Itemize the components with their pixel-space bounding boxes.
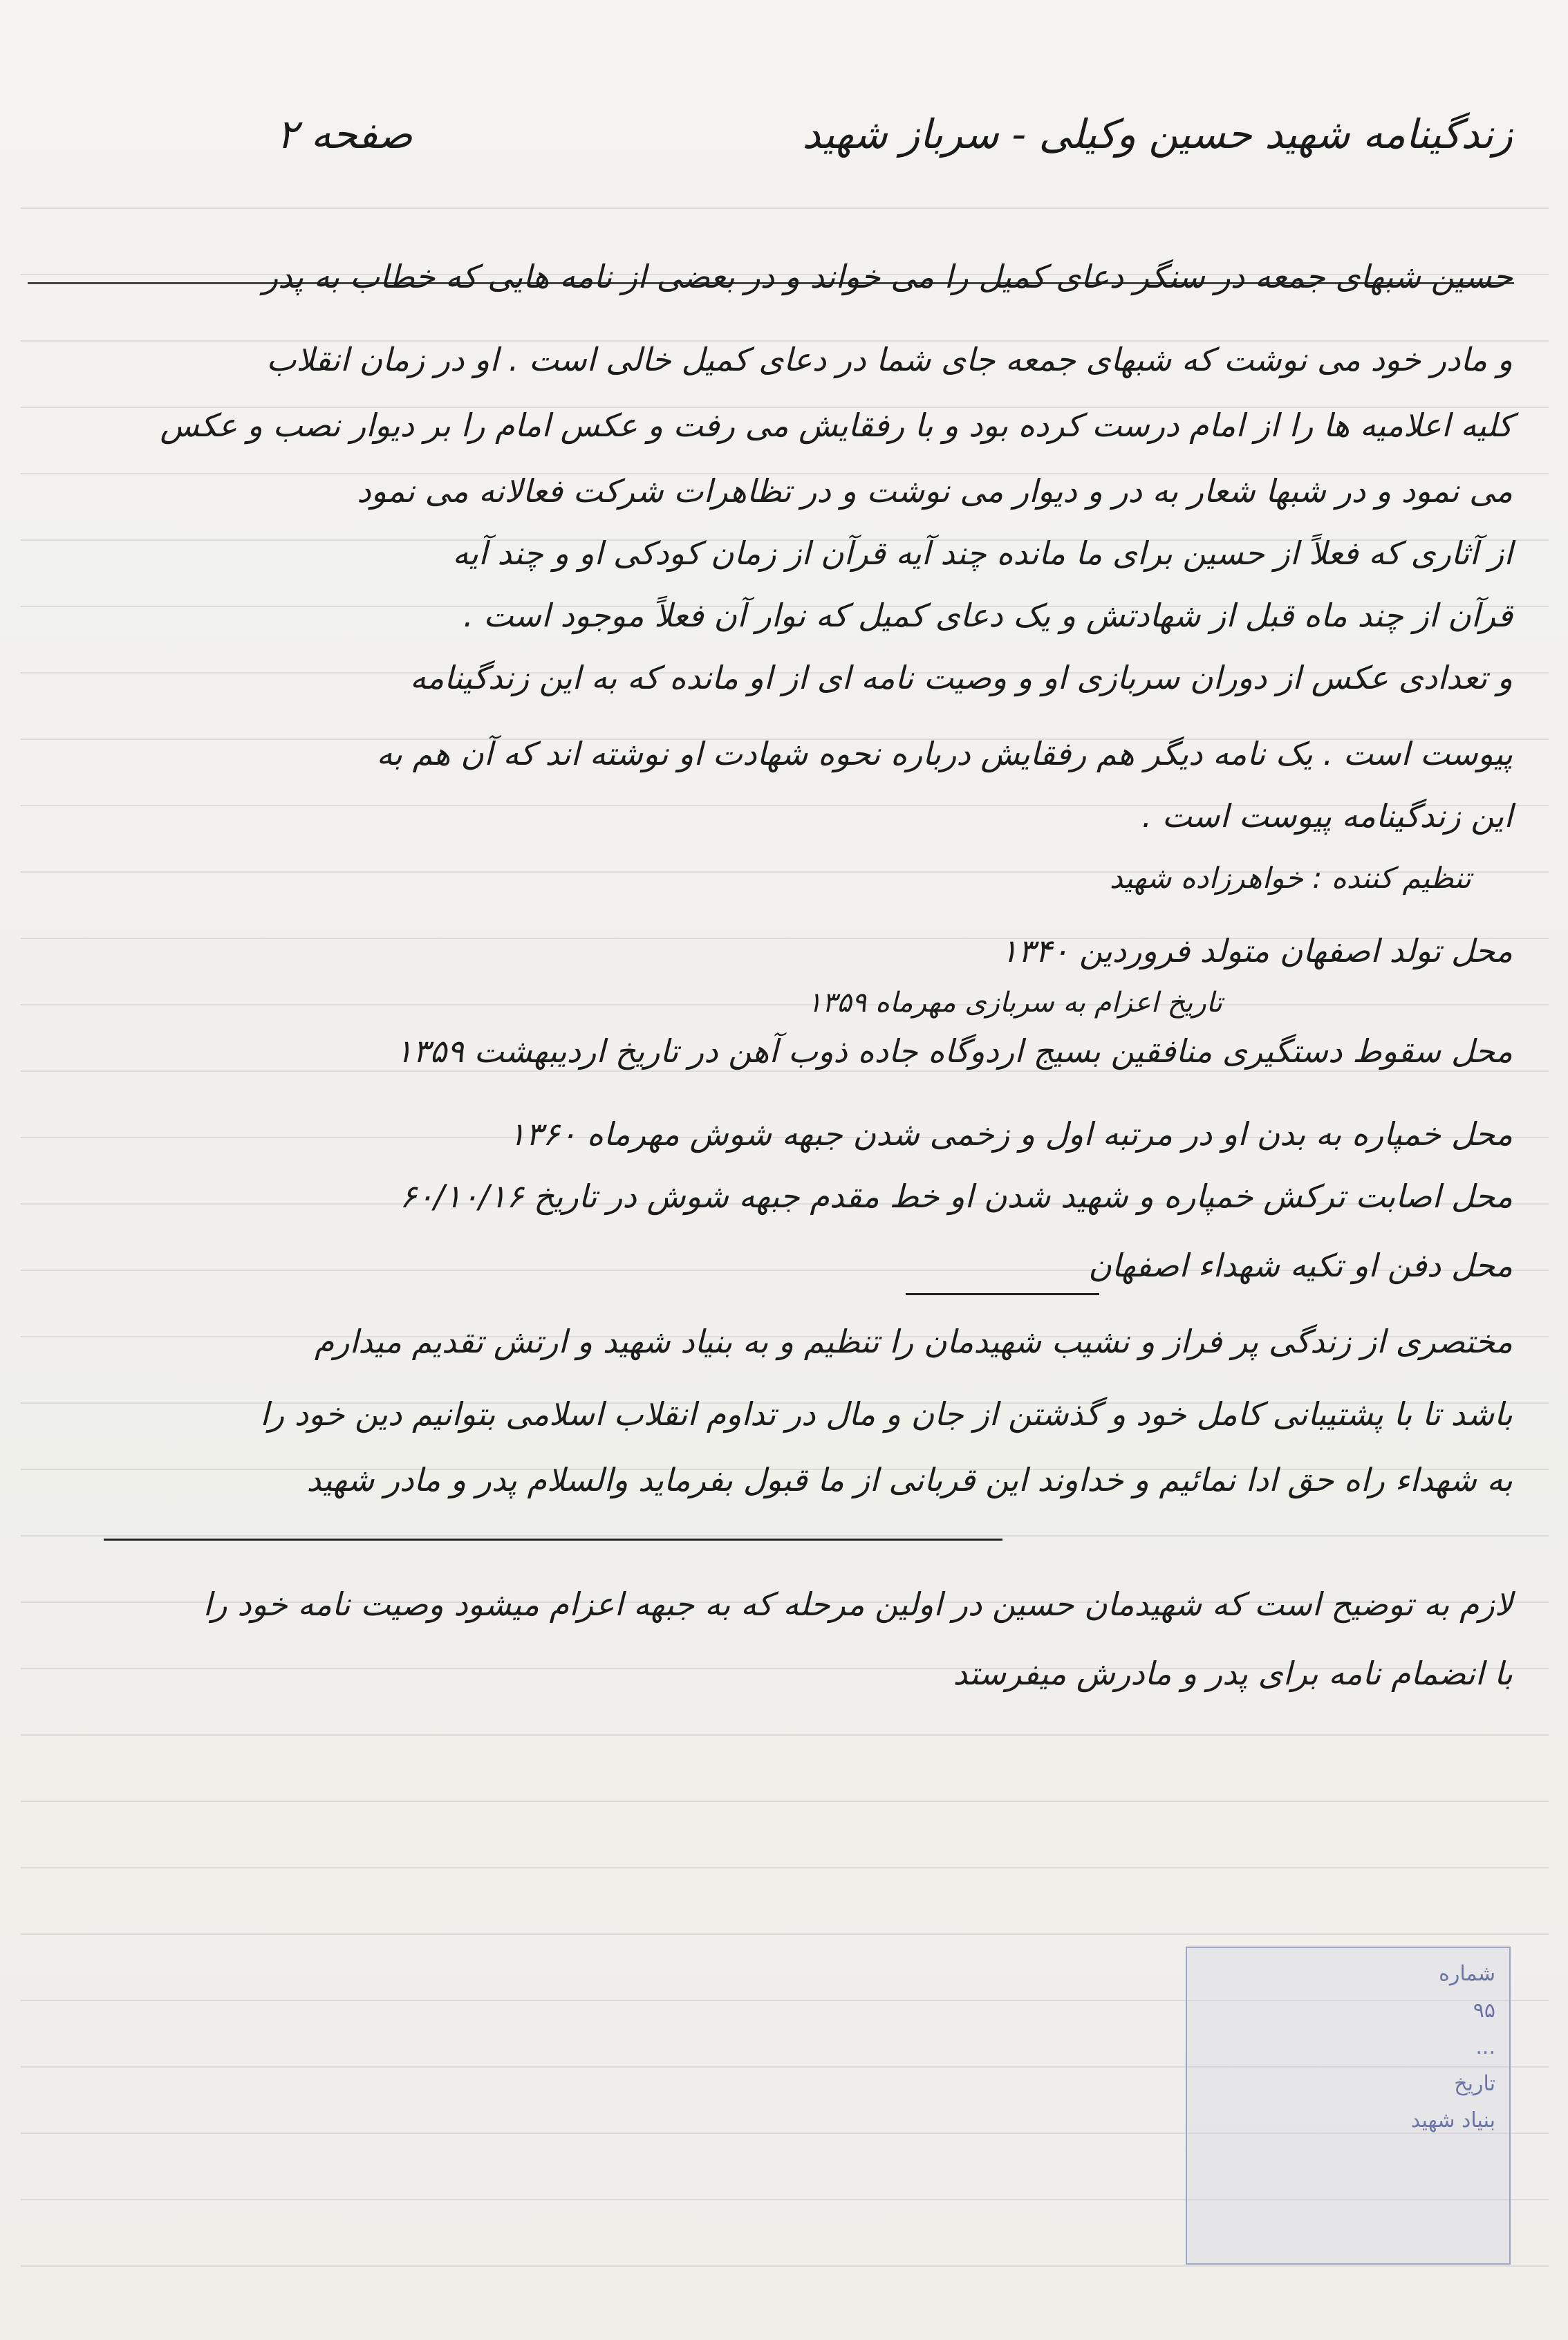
detail-line: محل سقوط دستگیری منافقین بسیج اردوگاه جاده ذوب آهن در تاریخ اردیبهشت ۱۳۵۹ (395, 1032, 1513, 1070)
detail-line: تاریخ اعزام به سربازی مهرماه ۱۳۵۹ (807, 987, 1222, 1019)
paragraph-line: می نمود و در شبها شعار به در و دیوار می نوشت و در تظاهرات شرکت فعالانه می نمود (357, 472, 1513, 510)
stamp-line: ... (1475, 2035, 1495, 2059)
paragraph-line: و مادر خود می نوشت که شبهای جمعه جای شما در دعای کمیل خالی است . او در زمان انقلاب (266, 341, 1513, 378)
detail-line: محل خمپاره به بدن او در مرتبه اول و زخمی شدن جبهه شوش مهرماه ۱۳۶۰ (508, 1115, 1513, 1153)
paragraph-line: از آثاری که فعلاً از حسین برای ما مانده چند آیه قرآن از زمان کودکی او و چند آیه (452, 535, 1513, 572)
closing-line: باشد تا با پشتیبانی کامل خود و گذشتن از جان و مال در تداوم انقلاب اسلامی بتوانیم دین خود را (260, 1395, 1513, 1433)
paragraph-line: و تعدادی عکس از دوران سربازی او و وصیت نامه ای از او مانده که به این زندگینامه (409, 659, 1513, 696)
stamp-line: تاریخ (1454, 2072, 1495, 2096)
ruled-line (21, 207, 1549, 209)
note-line: لازم به توضیح است که شهیدمان حسین در اولین مرحله که به جبهه اعزام میشود وصیت نامه خود را (203, 1586, 1513, 1623)
document-title: زندگینامه شهید حسین وکیلی - سرباز شهید (802, 111, 1513, 158)
stamp-line: ۹۵ (1473, 1998, 1495, 2023)
page-number: صفحه ۲ (277, 111, 413, 158)
paragraph-line: حسین شبهای جمعه در سنگر دعای کمیل را می خواند و در بعضی از نامه هایی که خطاب به پدر (262, 258, 1513, 295)
detail-line: محل اصابت ترکش خمپاره و شهید شدن او خط مقدم جبهه شوش در تاریخ ۶۰/۱۰/۱۶ (400, 1178, 1513, 1215)
paragraph-line: کلیه اعلامیه ها را از امام درست کرده بود و با رفقایش می رفت و عکس امام را بر دیوار نصب و عکس (160, 407, 1513, 444)
closing-line: به شهداء راه حق ادا نمائیم و خداوند این قربانی از ما قبول بفرماید والسلام پدر و مادر شهید (306, 1461, 1513, 1498)
closing-line: مختصری از زندگی پر فراز و نشیب شهیدمان را تنظیم و به بنیاد شهید و ارتش تقدیم میدارم (314, 1323, 1513, 1360)
ruled-line (21, 1867, 1549, 1868)
paragraph-line: قرآن از چند ماه قبل از شهادتش و یک دعای کمیل که نوار آن فعلاً موجود است . (463, 597, 1513, 634)
stamp-line: شماره (1439, 1962, 1495, 1986)
paragraph-line: پیوست است . یک نامه دیگر هم رفقایش درباره نحوه شهادت او نوشته اند که آن هم به (376, 735, 1513, 772)
ruled-line (21, 2265, 1549, 2267)
underline (906, 1293, 1099, 1295)
ruled-line (21, 1535, 1549, 1536)
note-line: با انضمام نامه برای پدر و مادرش میفرستد (953, 1655, 1513, 1692)
detail-line: محل دفن او تکیه شهداء اصفهان (1088, 1247, 1513, 1284)
detail-line: محل تولد اصفهان متولد فروردین ۱۳۴۰ (1000, 932, 1513, 969)
organizer-line: تنظیم کننده : خواهرزاده شهید (1110, 861, 1471, 895)
stamp-line: بنیاد شهید (1410, 2108, 1495, 2133)
office-stamp (1186, 1947, 1511, 2265)
ruled-line (21, 1004, 1549, 1005)
ruled-line (21, 1933, 1549, 1935)
ruled-line (21, 1734, 1549, 1736)
paragraph-line: این زندگینامه پیوست است . (1141, 797, 1513, 835)
underline (104, 1539, 1002, 1541)
ruled-line (21, 1801, 1549, 1802)
